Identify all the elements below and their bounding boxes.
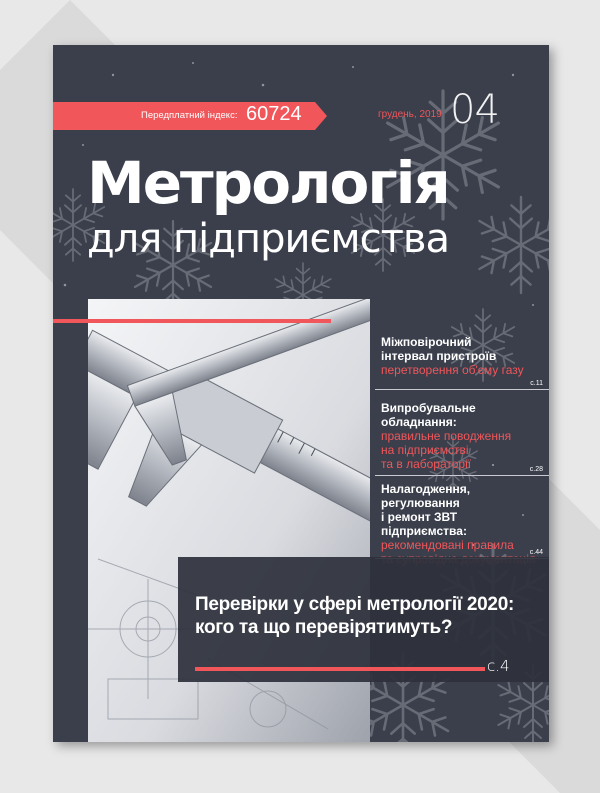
toc-item-2-bold-line-2: обладнання: bbox=[381, 415, 457, 429]
toc-item-2-red-line-1: правильне поводження bbox=[381, 429, 512, 443]
toc-item-1-red-line-1: перетворення об'єму газу bbox=[381, 363, 524, 377]
photo-accent-bar bbox=[53, 319, 331, 323]
magazine-subtitle: для підприємства bbox=[87, 216, 449, 262]
issue-number: 04 bbox=[450, 87, 499, 133]
toc-item-3 bbox=[381, 482, 541, 566]
toc-divider-2 bbox=[375, 475, 549, 476]
toc-divider-1 bbox=[375, 389, 549, 390]
subscription-label: Передплатний індекс: bbox=[141, 110, 238, 121]
issue-date: грудень, 2019 bbox=[378, 109, 442, 120]
toc-item-2-red-line-2: на підприємстві bbox=[381, 443, 469, 457]
toc-item-3-bold-line-2: регулювання bbox=[381, 496, 460, 510]
toc-item-3-red-line-1: рекомендовані правила bbox=[381, 538, 514, 552]
toc-item-2-bold-line-1: Випробувальне bbox=[381, 401, 476, 415]
headline-line-1: Перевірки у сфері метрології 2020: bbox=[195, 594, 514, 615]
toc-item-2-page: с.28 bbox=[529, 466, 543, 473]
magazine-cover bbox=[53, 45, 549, 742]
headline-line-2: кого та що перевірятимуть? bbox=[195, 617, 453, 638]
toc-item-1 bbox=[381, 335, 541, 377]
toc-item-1-bold-line-2: інтервал пристроїв bbox=[381, 349, 497, 363]
headline-page: с.4 bbox=[487, 657, 510, 675]
toc-item-1-bold-line-1: Міжповірочний bbox=[381, 335, 472, 349]
headline-accent-bar bbox=[195, 667, 485, 671]
headline bbox=[195, 593, 545, 639]
toc-item-3-bold-line-1: Налагодження, bbox=[381, 482, 471, 496]
toc-item-3-page: с.44 bbox=[529, 549, 543, 556]
subscription-index: 60724 bbox=[246, 103, 302, 125]
toc-item-3-bold-line-3: і ремонт ЗВТ підприємства: bbox=[381, 510, 467, 538]
toc-item-1-page: с.11 bbox=[530, 380, 543, 387]
toc-item-2 bbox=[381, 401, 541, 471]
toc-item-2-red-line-3: та в лабораторії bbox=[381, 457, 472, 471]
magazine-title: Метрологія bbox=[87, 149, 449, 217]
